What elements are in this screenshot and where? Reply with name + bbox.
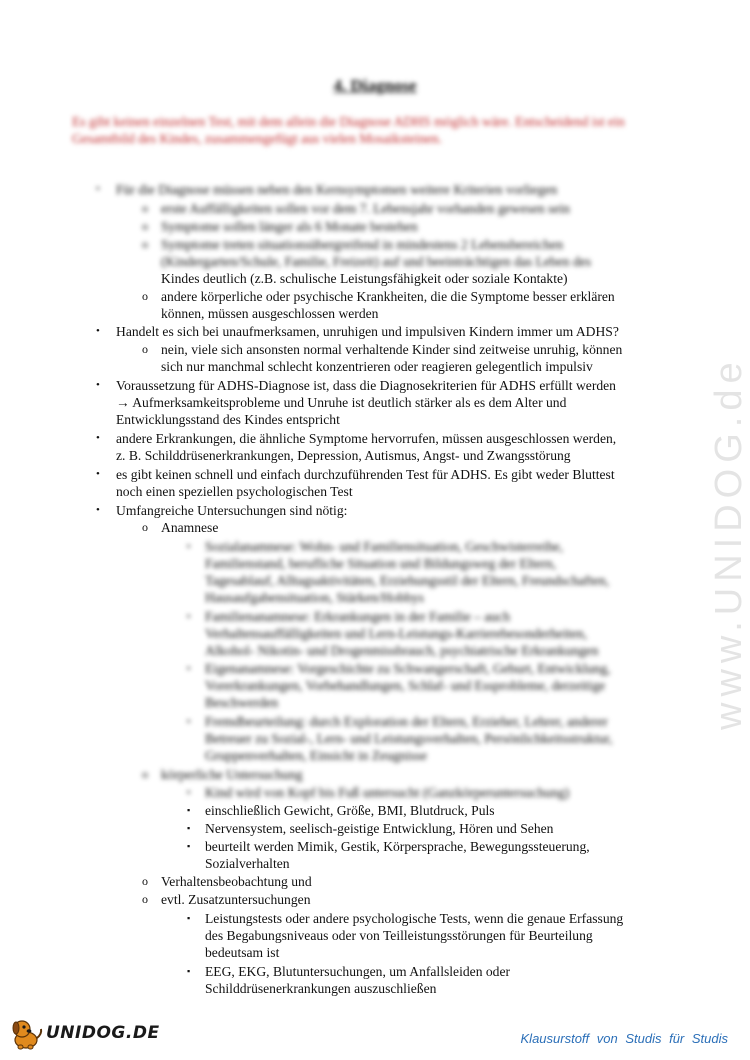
list-bullet: ▪ — [187, 611, 191, 621]
list-item: sich nur manchmal schlecht konzentrieren oder reagieren gelegentlich impulsiv — [161, 359, 593, 374]
list-item: Umfangreiche Untersuchungen sind nötig: — [116, 503, 348, 518]
list-bullet: o — [142, 892, 148, 906]
list-item: Für die Diagnose müssen neben den Kernsymptomen weitere Kriterien vorliegen — [116, 182, 558, 197]
list-item: andere Erkrankungen, die ähnliche Symptome hervorrufen, müssen ausgeschlossen werden, — [116, 431, 617, 446]
list-bullet: ▪ — [187, 716, 191, 726]
list-item: können, müssen ausgeschlossen werden — [161, 306, 379, 321]
list-bullet: • — [96, 183, 100, 195]
list-item: Verhaltensbeobachtung und — [161, 874, 312, 889]
list-item: Symptome sollen länger als 6 Monate bestehen — [161, 219, 418, 234]
list-bullet: ▪ — [187, 663, 191, 673]
list-item: Fremdbeurteilung: durch Exploration der Eltern, Erzieher, Lehrer, anderer — [205, 714, 608, 729]
page-title: 4. Diagnose — [333, 76, 417, 95]
footer-tagline: Klausurstoff von Studis für Studis — [520, 1031, 728, 1046]
list-item: Hausaufgabensituation, Stärken/Hobbys — [205, 590, 424, 605]
list-item: evtl. Zusatzuntersuchungen — [161, 892, 311, 907]
list-bullet: o — [142, 767, 148, 781]
list-bullet: ▪ — [187, 805, 191, 815]
unidog-logo — [8, 1016, 160, 1050]
list-item: erste Auffälligkeiten sollen vor dem 7. Lebensjahr vorhanden gewesen sein — [161, 201, 570, 216]
list-bullet: ▪ — [187, 823, 191, 833]
list-item: EEG, EKG, Blutuntersuchungen, um Anfallsleiden oder — [205, 964, 511, 979]
list-item: Nervensystem, seelisch-geistige Entwicklung, Hören und Sehen — [205, 821, 554, 836]
list-item: Sozialverhalten — [205, 856, 290, 871]
list-item: andere körperliche oder psychische Krankheiten, die die Symptome besser erklären — [161, 289, 615, 304]
list-item: körperliche Untersuchung — [161, 767, 303, 782]
list-item: Betreuer zu Sozial-, Lern- und Leistungsverhalten, Persönlichkeitsstruktur, — [205, 731, 613, 746]
list-item: Symptome treten situationsübergreifend in mindestens 2 Lebensbereichen — [161, 237, 564, 252]
list-bullet: • — [96, 325, 100, 337]
watermark-text: www.UNIDOG.de — [708, 356, 750, 730]
list-item: Entwicklungsstand des Kindes entspricht — [116, 412, 340, 427]
list-bullet: ▪ — [187, 966, 191, 976]
list-item: es gibt keinen schnell und einfach durchzuführenden Test für ADHS. Es gibt weder Bluttest — [116, 467, 615, 482]
list-item: Kindes deutlich (z.B. schulische Leistungsfähigkeit oder soziale Kontakte) — [161, 271, 568, 286]
list-item: Gruppenverhalten, Einsicht in Zeugnisse — [205, 748, 427, 763]
list-item: Familienanamnese: Erkrankungen in der Familie – auch — [205, 609, 511, 624]
list-bullet: o — [142, 874, 148, 888]
list-item: nein, viele sich ansonsten normal verhaltende Kinder sind zeitweise unruhig, können — [161, 342, 623, 357]
list-bullet: • — [96, 379, 100, 391]
list-bullet: • — [96, 468, 100, 480]
dog-mascot-icon — [8, 1016, 44, 1050]
list-item: des Begabungsniveaus oder von Teilleistungsstörungen für Beurteilung — [205, 928, 593, 943]
list-bullet: o — [142, 342, 148, 356]
list-bullet: ▪ — [187, 787, 191, 797]
list-bullet: o — [142, 219, 148, 233]
list-bullet: ▪ — [187, 841, 191, 851]
list-item: Sozialanamnese: Wohn- und Familiensituation, Geschwisterreihe, — [205, 539, 564, 554]
list-item: Alkohol- Nikotin- und Drogenmissbrauch, psychiatrische Erkrankungen — [205, 643, 599, 658]
list-item: z. B. Schilddrüsenerkrankungen, Depression, Autismus, Angst- und Zwangsstörung — [116, 448, 571, 463]
list-bullet: o — [142, 201, 148, 215]
list-item: Tagesablauf, Alltagsaktivitäten, Erziehungsstil der Eltern, Freundschaften, — [205, 573, 610, 588]
logo-text: UNIDOG.DE — [46, 1023, 160, 1043]
list-item: bedeutsam ist — [205, 945, 280, 960]
list-item: Leistungstests oder andere psychologische Tests, wenn die genaue Erfassung — [205, 911, 624, 926]
list-item: Eigenanamnese: Vorgeschichte zu Schwangerschaft, Geburt, Entwicklung, — [205, 661, 611, 676]
list-item: Familienstand, berufliche Situation und Bildungsweg der Eltern, — [205, 556, 557, 571]
list-bullet: o — [142, 289, 148, 303]
list-bullet: ▪ — [187, 913, 191, 923]
list-item: Verhaltensauffälligkeiten und Lern-Leistungs-Karrierebesonderheiten, — [205, 626, 588, 641]
list-item: Handelt es sich bei unaufmerksamen, unruhigen und impulsiven Kindern immer um ADHS? — [116, 324, 619, 339]
list-item: Schilddrüsenerkrankungen auszuschließen — [205, 981, 437, 996]
list-item: Anamnese — [161, 520, 219, 535]
list-item: einschließlich Gewicht, Größe, BMI, Blutdruck, Puls — [205, 803, 495, 818]
list-bullet: • — [96, 432, 100, 444]
list-item: → Aufmerksamkeitsprobleme und Unruhe ist deutlich stärker als es dem Alter und — [116, 395, 567, 410]
list-bullet: o — [142, 237, 148, 251]
list-item: noch einen speziellen psychologischen Test — [116, 484, 353, 499]
intro-text: Es gibt keinen einzelnen Test, mit dem allein die Diagnose ADHS möglich wäre. Entscheidend ist ein Gesamtbild des Kindes, zusammengefügt aus vielen Mosaiksteinen. — [72, 114, 625, 146]
list-item: Voraussetzung für ADHS-Diagnose ist, dass die Diagnosekriterien für ADHS erfüllt werden — [116, 378, 616, 393]
list-bullet: • — [96, 504, 100, 516]
list-item: Beschwerden — [205, 695, 279, 710]
list-item: (Kindergarten/Schule, Familie, Freizeit) auf und beeinträchtigen das Leben des — [161, 254, 592, 269]
list-item: Kind wird von Kopf bis Fuß untersucht (Ganzkörperuntersuchung) — [205, 785, 570, 800]
list-bullet: ▪ — [187, 541, 191, 551]
list-item: beurteilt werden Mimik, Gestik, Körpersprache, Bewegungssteuerung, — [205, 839, 590, 854]
list-item: Vorerkrankungen, Vorbehandlungen, Schlaf- und Essprobleme, derzeitige — [205, 678, 606, 693]
list-bullet: o — [142, 520, 148, 534]
